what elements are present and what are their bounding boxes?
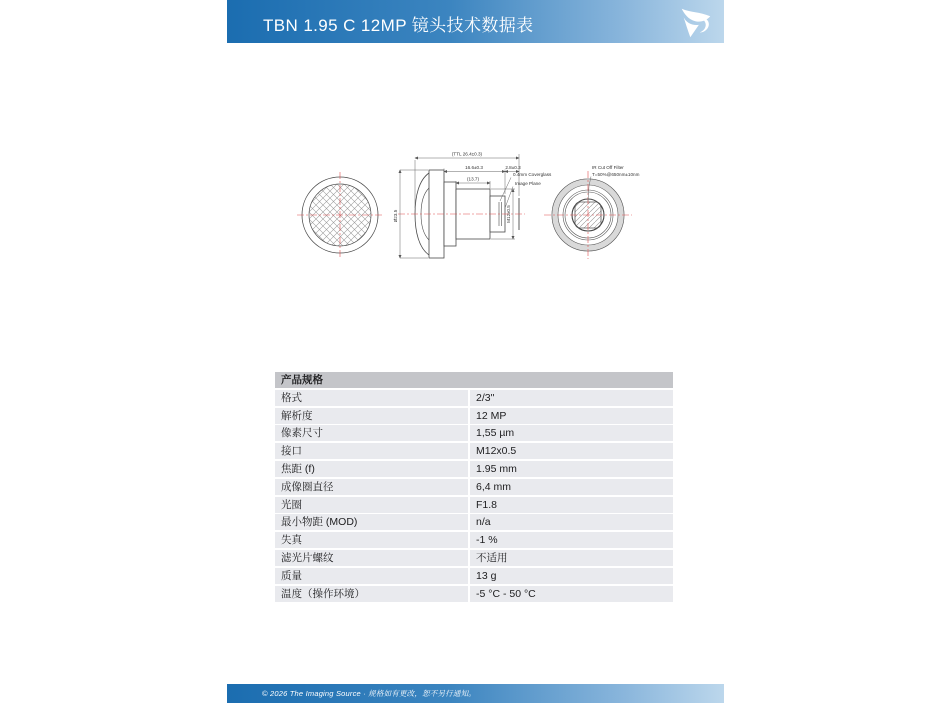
spec-value: 6,4 mm <box>470 479 673 495</box>
dim-outer-diameter: Ø23.5 <box>393 209 398 223</box>
footer-band <box>227 684 724 703</box>
dim-back-focal: 2.8±0.3 <box>505 165 521 170</box>
spec-label: 成像圈直径 <box>275 479 468 495</box>
spec-label: 质量 <box>275 568 468 584</box>
technical-drawing <box>295 142 665 272</box>
table-row <box>275 532 673 548</box>
footer-copyright: © 2026 The Imaging Source · 规格如有更改，恕不另行通知。 <box>262 689 476 698</box>
spec-label: 解析度 <box>275 408 468 424</box>
dim-thread-length: (13.7) <box>466 176 480 182</box>
header-band <box>227 0 724 43</box>
spec-value: F1.8 <box>470 497 673 513</box>
spec-label: 最小物距 (MOD) <box>275 514 468 530</box>
spec-table-body <box>275 390 673 602</box>
dim-thread: M12x0.5 <box>506 205 511 223</box>
spec-label: 焦距 (f) <box>275 461 468 477</box>
spec-label: 光圈 <box>275 497 468 513</box>
spec-value: -5 °C - 50 °C <box>470 586 673 602</box>
spec-label: 接口 <box>275 443 468 459</box>
spec-value: -1 % <box>470 532 673 548</box>
spec-value: 1,55 µm <box>470 425 673 441</box>
spec-value: 1.95 mm <box>470 461 673 477</box>
spec-label: 失真 <box>275 532 468 548</box>
label-ir-filter-1: IR Cut Off Filter <box>592 165 624 170</box>
spec-value: 13 g <box>470 568 673 584</box>
spec-label: 像素尺寸 <box>275 425 468 441</box>
table-row <box>275 568 673 584</box>
spec-value: 12 MP <box>470 408 673 424</box>
table-row <box>275 550 673 566</box>
spec-value: 2/3" <box>470 390 673 406</box>
spec-table <box>275 372 673 602</box>
imaging-source-logo-icon <box>677 3 715 41</box>
table-row <box>275 479 673 495</box>
page-title: TBN 1.95 C 12MP 镜头技术数据表 <box>263 16 534 35</box>
spec-label: 温度（操作环境） <box>275 586 468 602</box>
dim-barrel-length: 16.6±0.3 <box>465 165 483 170</box>
table-row <box>275 461 673 477</box>
spec-table-header: 产品规格 <box>275 372 673 388</box>
front-view <box>297 172 383 258</box>
spec-label: 格式 <box>275 390 468 406</box>
table-row <box>275 408 673 424</box>
spec-value: M12x0.5 <box>470 443 673 459</box>
label-coverglass: 0.4mm Coverglass <box>513 172 552 177</box>
table-row <box>275 390 673 406</box>
table-row <box>275 586 673 602</box>
dim-ttl: (TTL 26.4±0.3) <box>451 151 483 157</box>
spec-value: n/a <box>470 514 673 530</box>
spec-value: 不适用 <box>470 550 673 566</box>
label-ir-filter-2: T=50%@650nm±10nm <box>592 172 640 177</box>
table-row <box>275 497 673 513</box>
table-row <box>275 425 673 441</box>
table-row <box>275 514 673 530</box>
spec-label: 滤光片螺纹 <box>275 550 468 566</box>
label-image-plane: Image Plane <box>515 181 541 186</box>
table-row <box>275 443 673 459</box>
rear-view <box>544 165 640 259</box>
